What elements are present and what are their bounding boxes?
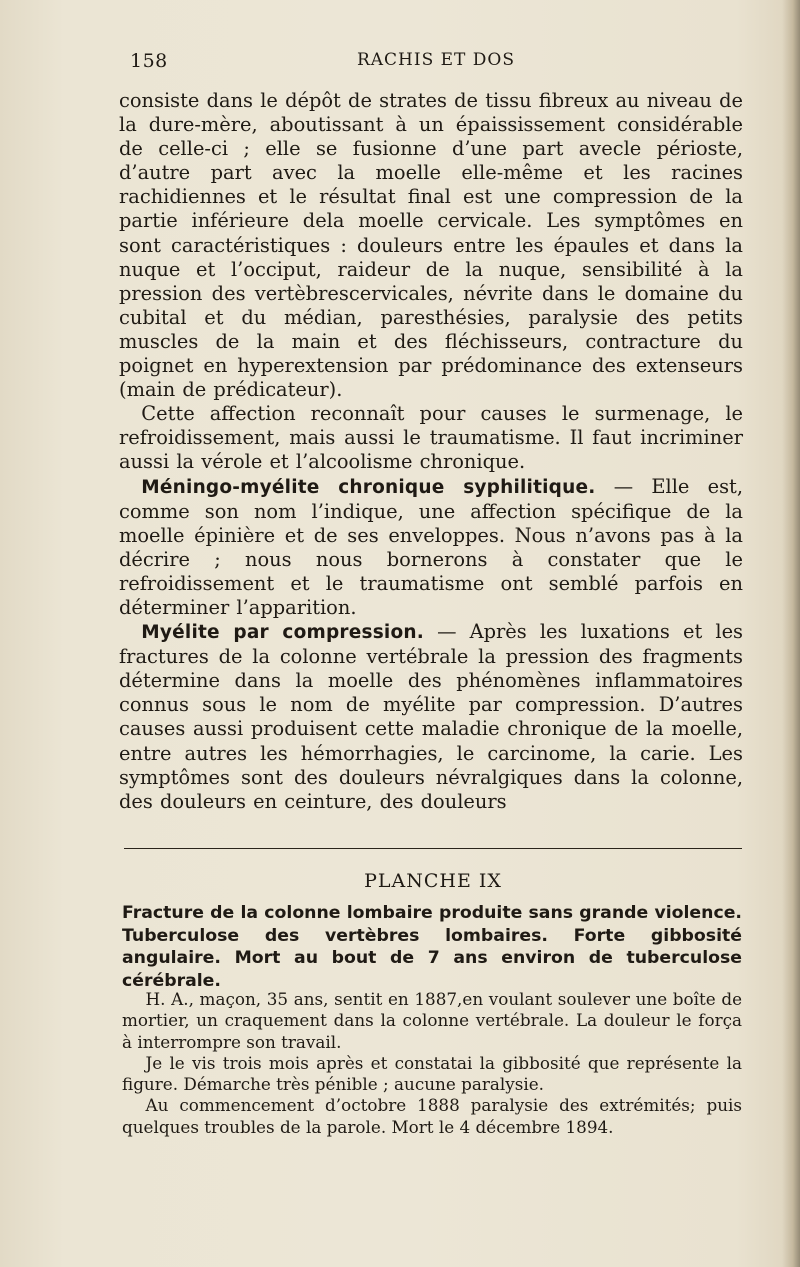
running-header	[130, 50, 742, 76]
main-text	[119, 89, 743, 814]
plate-title: PLANCHE IX	[364, 870, 502, 892]
page-number: 158	[130, 50, 168, 72]
paragraph	[119, 620, 743, 814]
divider-rule	[124, 848, 742, 849]
caption-paragraph: Je le vis trois mois après et constatai la gibbosité que représente la figure. Démarche très pénible ; aucune paralysie.	[122, 1052, 742, 1095]
plate-caption	[122, 989, 742, 1138]
running-title: RACHIS ET DOS	[356, 50, 516, 70]
caption-paragraph: Au commencement d’octobre 1888 paralysie des extrémités; puis quelques troubles de la parole. Mort le 4 décembre 1894.	[122, 1095, 742, 1137]
paragraph	[119, 475, 743, 621]
page-edge-shadow	[782, 0, 800, 1267]
caption-paragraph: H. A., maçon, 35 ans, sentit en 1887,en voulant soulever une boîte de mortier, un craquement dans la colonne vertébrale. La douleur le força à interrompre son travail.	[122, 989, 742, 1052]
paragraph: consiste dans le dépôt de strates de tissu fibreux au niveau de la dure-mère, aboutissant à un épaississement considérable de celle-ci ; elle se fusionne d’une part avecle périoste, d’autre part avec la moelle elle-même et les racines rachidiennes et le résultat final est une compression de la partie inférieure dela moelle cervicale. Les symptômes en sont caractéristiques : douleurs entre les épaules et dans la nuque et l’occiput, raideur de la nuque, sensibilité à la pression des vertèbrescervicales, névrite dans le domaine du cubital et du médian, paresthésies, paralysie des petits muscles de la main et des fléchisseurs, contracture du poignet en hyperextension par prédominance des extenseurs (main de prédicateur).	[119, 89, 743, 402]
plate-caption-title: Fracture de la colonne lombaire produite sans grande violence. Tuberculose des vertèbres lombaires. Forte gibbosité angulaire. Mort au bout de 7 ans environ de tuberculose cérébrale.	[122, 903, 742, 991]
paragraph-text: — Après les luxations et les fractures de la colonne vertébrale la pression des fragments détermine dans la moelle des phénomènes inflammatoires connus sous le nom de myélite par compression. D’autres causes aussi produisent cette maladie chronique de la moelle, entre autres les hémorrhagies, le carcinome, la carie. Les symptômes sont des douleurs névralgiques dans la colonne, des douleurs en ceinture, des douleurs	[119, 620, 743, 813]
paragraph-text: — Elle est, comme son nom l’indique, une affection spécifique de la moelle épinière et de ses enveloppes. Nous n’avons pas à la décrire ; nous nous bornerons à constater que le refroidissement et le traumatisme ont semblé parfois en déterminer l’apparition.	[119, 474, 743, 619]
paragraph: Cette affection reconnaît pour causes le surmenage, le refroidissement, mais aussi le traumatisme. Il faut incriminer aussi la vérole et l’alcoolisme chronique.	[119, 402, 743, 474]
section-heading: Myélite par compression.	[141, 622, 424, 644]
section-heading: Méningo-myélite chronique syphilitique.	[141, 476, 596, 498]
